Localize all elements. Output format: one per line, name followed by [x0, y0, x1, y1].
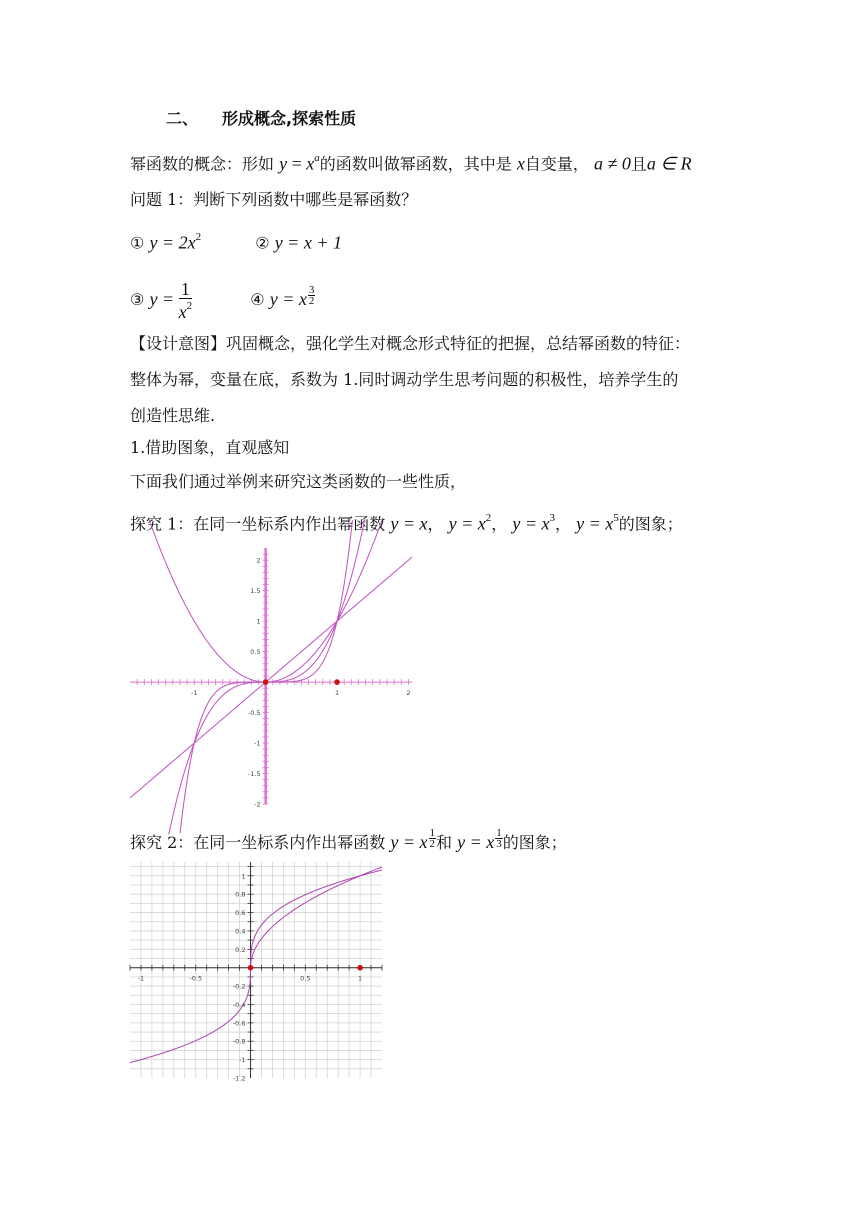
option-1-exponent: 2 — [195, 231, 202, 243]
y-tick-label: -1.2 — [232, 1074, 246, 1083]
x-tick-label: -1 — [191, 689, 198, 698]
option-3-mark: ③ — [130, 290, 145, 309]
condition-nonzero: a ≠ 0 — [593, 153, 631, 174]
y-tick-label: -2 — [254, 800, 261, 809]
x-tick-label: 0.5 — [300, 974, 311, 983]
explore-2-f2: y = x — [457, 832, 495, 852]
formula-eq: = — [287, 153, 307, 174]
formula-exponent: a — [314, 152, 320, 164]
x-tick-label: -0.5 — [189, 974, 203, 983]
section-number: 二、 — [166, 109, 199, 128]
option-2-formula: y = x + 1 — [274, 232, 342, 253]
option-3-den-exponent: 2 — [186, 300, 193, 312]
y-tick-label: 1.5 — [250, 587, 261, 596]
x-tick-label: 2 — [406, 689, 411, 698]
explore-2-text — [130, 827, 567, 861]
option-1-formula: y = 2x — [149, 232, 196, 253]
explore-1-f4: y = x — [576, 513, 614, 534]
condition-real: a ∈ R — [646, 153, 692, 174]
option-4-mark: ④ — [250, 290, 265, 309]
y-tick-label: -0.4 — [232, 1000, 246, 1009]
formula-lhs: y — [279, 153, 288, 174]
explore-1-sep-1: ， — [427, 514, 444, 534]
design-intent-line-1: 【设计意图】巩固概念，强化学生对概念形式特征的把握，总结幂函数的特征： — [130, 334, 691, 353]
y-tick-label: 0.5 — [250, 648, 261, 657]
definition-lead: 幂函数的概念：形如 — [130, 154, 275, 174]
x-tick-label: 1 — [334, 689, 340, 698]
power-functions-chart-1 — [130, 548, 412, 809]
explore-1-f1: y = x — [390, 513, 428, 534]
y-tick-label: 0.4 — [235, 927, 246, 936]
explore-1-f4-exp: 5 — [613, 512, 619, 524]
option-3-lhs: y = — [149, 289, 179, 309]
explore-2-f2-exponent — [495, 828, 503, 849]
data-point — [357, 965, 363, 971]
explore-1-lead: 探究 1：在同一坐标系内作出幂函数 — [130, 514, 386, 534]
data-point — [263, 679, 269, 685]
option-4-exponent — [308, 285, 316, 306]
explore-2-f2-num: 1 — [496, 827, 502, 839]
definition-mid: 的函数叫做幂函数，其中是 — [319, 154, 512, 174]
x-tick-label: 1 — [358, 974, 363, 983]
y-tick-label: 0.2 — [235, 945, 246, 954]
section-heading — [166, 109, 356, 129]
explore-2-f1-den: 2 — [429, 838, 435, 850]
y-tick-label: -1 — [239, 1056, 246, 1065]
option-1-mark: ① — [130, 233, 145, 253]
y-tick-label: 0.6 — [235, 909, 246, 918]
section-title: 形成概念,探索性质 — [222, 109, 357, 128]
explore-1-tail: 的图象； — [618, 514, 683, 534]
option-4-exp-num: 3 — [308, 284, 315, 296]
y-tick-label: -0.2 — [232, 982, 246, 991]
y-tick-label: -0.8 — [232, 1037, 246, 1046]
explore-2-f1-num: 1 — [429, 827, 435, 839]
definition-variable: x — [516, 153, 525, 174]
y-tick-label: -0.6 — [232, 1019, 246, 1028]
explore-2-f2-den: 3 — [496, 838, 502, 850]
explore-2-f1: y = x — [390, 832, 428, 852]
definition-after-var: 自变量， — [524, 154, 589, 174]
y-tick-label: 0.8 — [235, 890, 246, 899]
options-row-1 — [130, 229, 342, 253]
explore-1-sep-2: ， — [491, 514, 508, 534]
explore-2-tail: 的图象； — [502, 833, 567, 852]
option-4-exp-den: 2 — [308, 295, 315, 307]
design-intent-line-3: 创造性思维. — [130, 406, 216, 425]
explore-1-f3: y = x — [512, 513, 550, 534]
explore-2-lead: 探究 2：在同一坐标系内作出幂函数 — [130, 833, 386, 852]
series-line — [130, 870, 382, 1063]
options-row-2 — [130, 280, 315, 321]
data-point — [248, 965, 254, 971]
intro-text: 下面我们通过举例来研究这类函数的一些性质， — [130, 472, 467, 491]
explore-1-f2: y = x — [448, 513, 486, 534]
data-point — [334, 679, 340, 685]
definition-paragraph — [130, 150, 692, 174]
series-line — [130, 557, 412, 798]
y-tick-label: -0.5 — [247, 709, 261, 718]
explore-2-conj: 和 — [436, 833, 453, 852]
option-3-denominator: x — [178, 302, 187, 322]
y-tick-label: 1 — [241, 872, 246, 881]
definition-conj: 且 — [630, 154, 647, 174]
explore-1-text — [130, 510, 683, 534]
x-tick-label: -1 — [137, 974, 145, 983]
question-1: 问题 1：判断下列函数中哪些是幂函数？ — [130, 190, 418, 209]
option-3-fraction — [179, 280, 193, 321]
option-2-mark: ② — [255, 233, 270, 253]
y-tick-label: -1 — [254, 739, 261, 748]
formula-base: x — [306, 153, 315, 174]
explore-1-sep-3: ， — [554, 514, 571, 534]
y-tick-label: 1 — [256, 617, 261, 626]
subheading: 1.借助图象，直观感知 — [130, 438, 290, 457]
power-functions-chart-2 — [130, 862, 382, 1083]
option-4-formula: y = x — [269, 289, 307, 309]
explore-2-f1-exponent — [429, 828, 437, 849]
y-tick-label: -1.5 — [247, 770, 261, 779]
design-intent-line-2: 整体为幂，变量在底，系数为 1.同时调动学生思考问题的积极性，培养学生的 — [130, 370, 679, 389]
explore-1-f3-exp: 3 — [549, 512, 555, 524]
y-tick-label: 2 — [256, 556, 261, 565]
option-3-numerator: 1 — [180, 279, 190, 299]
explore-1-f2-exp: 2 — [485, 512, 492, 524]
